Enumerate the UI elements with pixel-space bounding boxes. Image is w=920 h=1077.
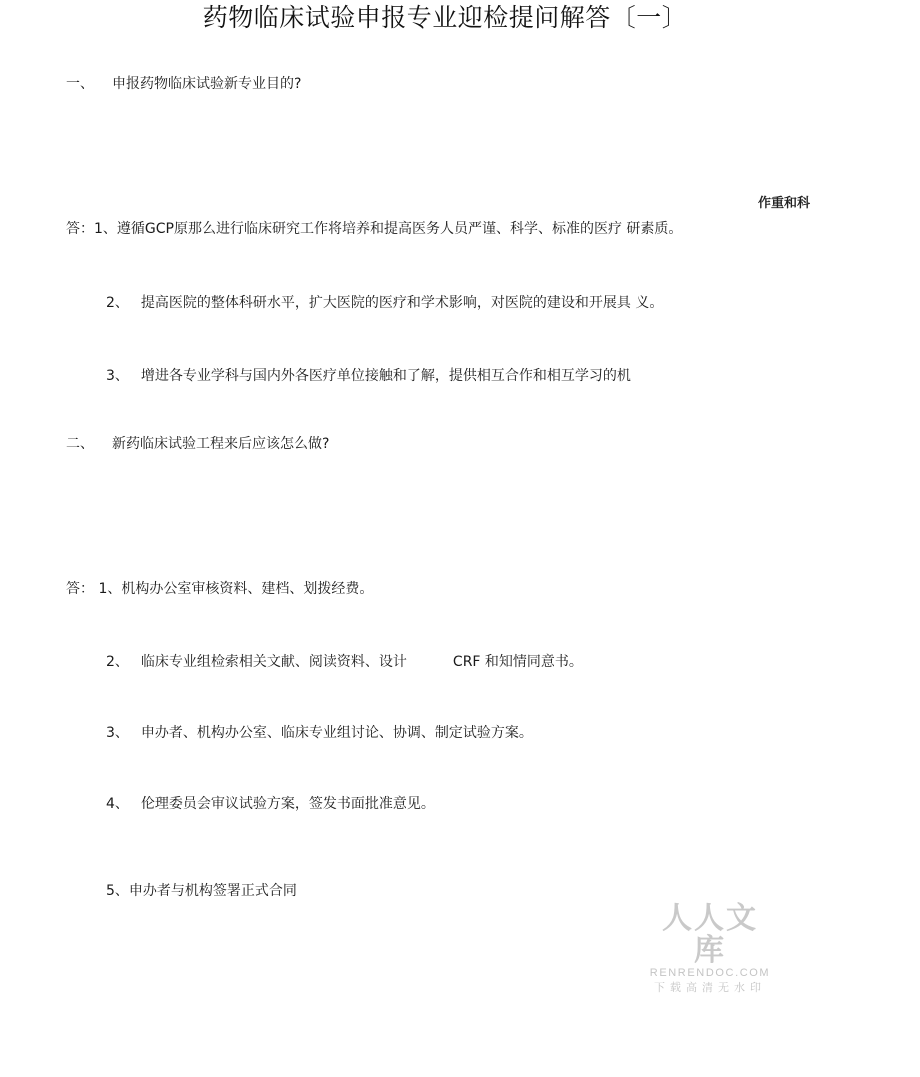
section2-answer-2: [106, 655, 583, 669]
section1-answer-3: [106, 369, 631, 383]
answer-label: 2、: [106, 654, 129, 670]
answer-label: 3、: [106, 725, 129, 741]
section1-answer-2: [106, 296, 663, 310]
section1-question-text: 申报药物临床试验新专业目的?: [112, 76, 302, 92]
answer-label: 3、: [106, 368, 129, 384]
section2-question-text: 新药临床试验工程来后应该怎么做?: [112, 436, 330, 452]
section2-answer-3: [106, 726, 533, 740]
answer-label: 答： 1: [66, 581, 108, 597]
section1-question: [66, 77, 301, 91]
watermark-brand: 人人文库: [662, 901, 758, 968]
page-title: 药物临床试验申报专业迎检提问解答〔一〕: [202, 3, 688, 32]
answer-text: 提高医院的整体科研水平，扩大医院的医疗和学术影响，对医院的建设和开展具 义。: [140, 295, 664, 311]
watermark-tagline: 下载高清无水印: [654, 981, 766, 994]
answer-text: 增进各专业学科与国内外各医疗单位接触和了解，提供相互合作和相互学习的机: [140, 368, 631, 384]
answer-label: 4、: [106, 796, 129, 812]
section1-answer-1: [66, 222, 682, 236]
answer-text: 伦理委员会审议试验方案，签发书面批准意见。: [140, 796, 435, 812]
watermark-url: RENRENDOC.COM: [649, 967, 771, 979]
section2-answer-5: [106, 884, 297, 898]
section2-answer-4: [106, 797, 435, 811]
answer-text-extra: CRF 和知情同意书。: [452, 654, 583, 670]
answer-label: 2、: [106, 295, 129, 311]
section1-prefix: 一、: [66, 76, 94, 92]
answer-text: 、机构办公室审核资料、建档、划拨经费。: [107, 581, 374, 597]
answer-label: 答：1、: [66, 221, 117, 237]
answer-text: 临床专业组检索相关文献、阅读资料、设计: [140, 654, 407, 670]
section2-question: [66, 437, 329, 451]
watermark: [647, 903, 773, 996]
section2-answer-1: [66, 582, 373, 596]
answer-text: 申办者、机构办公室、临床专业组讨论、协调、制定试验方案。: [140, 725, 533, 741]
answer-text: 遵循GCP原那么进行临床研究工作将培养和提高医务人员严谨、科学、标准的医疗 研素质。: [116, 221, 683, 237]
side-note: 作重和科: [758, 196, 811, 211]
answer-label: 5、: [106, 883, 129, 899]
section2-prefix: 二、: [66, 436, 94, 452]
answer-text: 申办者与机构签署正式合同: [128, 883, 297, 899]
